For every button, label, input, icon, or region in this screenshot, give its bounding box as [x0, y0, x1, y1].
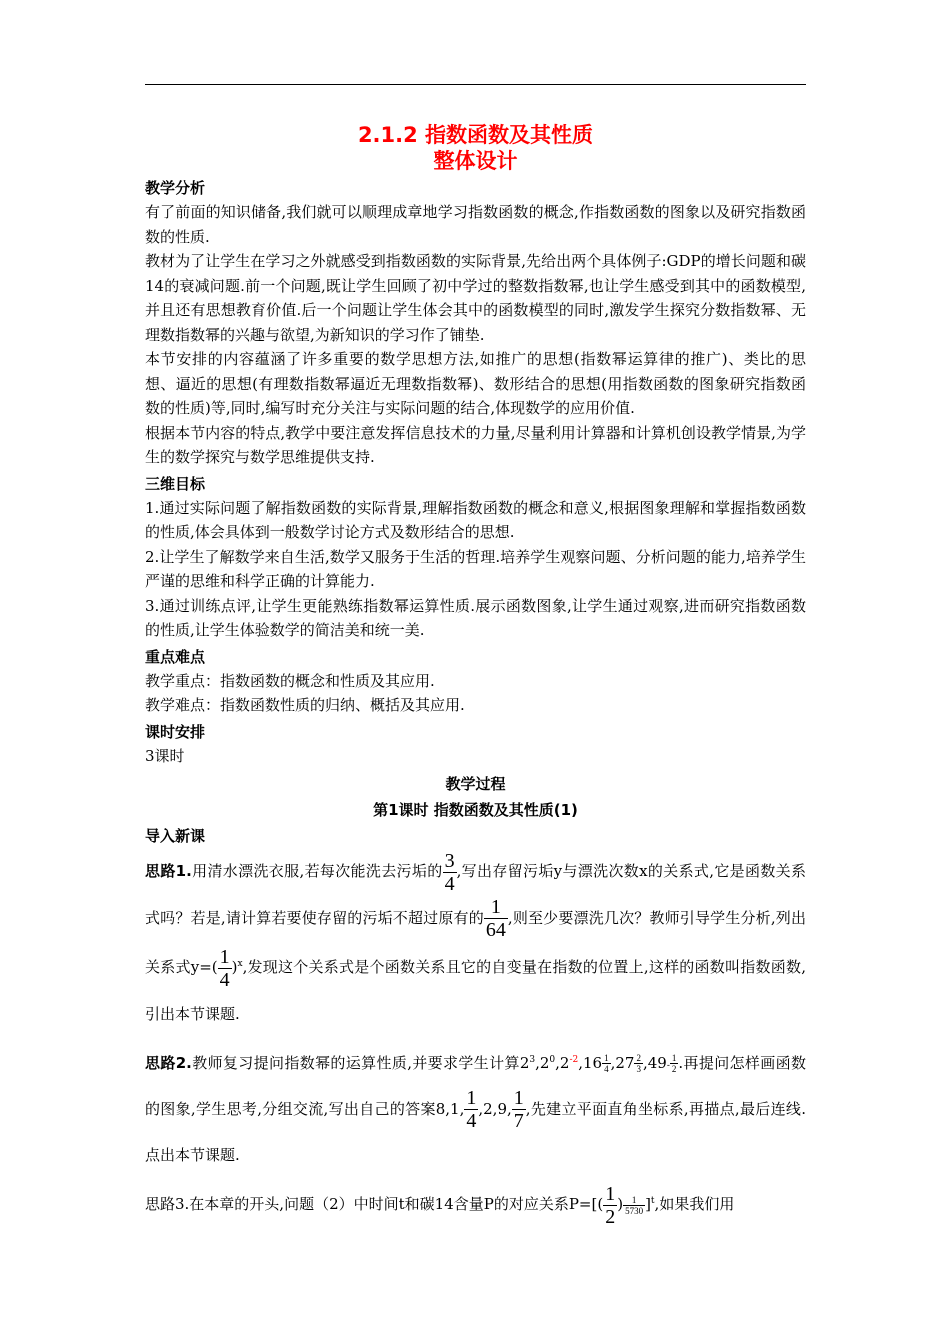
- denominator: 4: [444, 872, 455, 895]
- idea2-label: 思路2.: [145, 1053, 192, 1072]
- denominator: 5730: [625, 1205, 644, 1216]
- title-line-1: 2.1.2 指数函数及其性质: [357, 123, 594, 147]
- text-run: ): [231, 958, 238, 976]
- heading-keypoints: 重点难点: [145, 647, 206, 666]
- text-run: ,2: [535, 1053, 550, 1072]
- denominator: 4: [466, 1110, 477, 1132]
- paragraph: 根据本节内容的特点,教学中要注意发挥信息技术的力量,尽量利用计算器和计算机创设教学情景,为学生的数学探究与数学思维提供支持.: [145, 423, 806, 466]
- fraction-1-7: [512, 1087, 526, 1132]
- denominator: 2: [671, 1064, 677, 1074]
- text-run: ,则至少要漂洗几次？教师引导学生分析,列出关系式y=(: [145, 908, 806, 976]
- denominator: 64: [485, 919, 506, 941]
- fraction-exp-2-3: [634, 1053, 643, 1074]
- fraction-exp-1-5730: [623, 1195, 645, 1216]
- denominator: 7: [513, 1110, 524, 1132]
- text-run: ]: [645, 1195, 651, 1213]
- text-run: 教师复习提问指数幂的运算性质,并要求学生计算2: [191, 1053, 530, 1072]
- exponent-x: x: [237, 959, 243, 969]
- fraction-1-4: [218, 946, 232, 991]
- heading-analysis: 教学分析: [145, 179, 206, 197]
- denominator: 4: [219, 968, 230, 991]
- paragraph: 有了前面的知识储备,我们就可以顺理成章地学习指数函数的概念,作指数函数的图象以及研究指数函数的性质.: [145, 203, 806, 246]
- heading-process: 教学过程: [445, 775, 506, 793]
- text-run: ,如果我们用: [654, 1195, 735, 1213]
- title-line-2: 整体设计: [433, 149, 518, 173]
- text-run: 思路3.在本章的开头,问题（2）中时间t和碳14含量P的对应关系P=[(: [145, 1195, 604, 1213]
- text-run: ,27: [610, 1053, 635, 1072]
- exponent: 0: [549, 1054, 556, 1065]
- heading-schedule: 课时安排: [145, 722, 206, 741]
- paragraph: 教学难点：指数函数性质的归纳、概括及其应用.: [145, 696, 465, 714]
- text-run: ,写出存留污垢y与漂洗次数x的关系式,它是函数关系式吗？若是,请计算若要使存留的污垢不超过原有的: [145, 862, 806, 927]
- text-run: ,先建立平面直角坐标系,再描点,最后连线.点出本节课题.: [145, 1099, 806, 1164]
- paragraph: 教学重点：指数函数的概念和性质及其应用.: [145, 671, 435, 690]
- text-run: ,16: [578, 1053, 603, 1072]
- heading-intro: 导入新课: [145, 827, 206, 845]
- subheading-lesson1: 第1课时 指数函数及其性质(1): [373, 801, 578, 819]
- paragraph: 本节安排的内容蕴涵了许多重要的数学思想方法,如推广的思想(指数幂运算律的推广)、类比的思想、逼近的思想(有理数指数幂逼近无理数指数幂)、数形结合的思想(用指数函数的图象研究指数函数的性质)等,同时,编写时充分关注与实际问题的结合,体现数学的应用价值.: [145, 350, 806, 417]
- numerator: 1: [604, 1053, 609, 1063]
- text-run: ): [617, 1195, 624, 1213]
- paragraph-idea3: [145, 1178, 806, 1228]
- page-title: [145, 122, 806, 174]
- numerator: 1: [513, 1087, 524, 1109]
- paragraph-idea2: [145, 1037, 806, 1179]
- paragraph: 1.通过实际问题了解指数函数的实际背景,理解指数函数的概念和意义,根据图象理解和掌握指数函数的性质,体会具体到一般数学讨论方式及数形结合的思想.: [145, 498, 806, 541]
- numerator: 1: [219, 945, 230, 968]
- numerator: 1: [605, 1182, 616, 1205]
- denominator: 4: [604, 1064, 609, 1074]
- text-run: ,2,9,: [478, 1099, 512, 1118]
- paragraph: 2.让学生了解数学来自生活,数学又服务于生活的哲理.培养学生观察问题、分析问题的能力,培养学生严谨的思维和科学正确的计算能力.: [145, 547, 806, 590]
- numerator: 2: [636, 1053, 641, 1063]
- header-rule: [145, 84, 806, 85]
- minus-sign: -: [666, 1060, 670, 1071]
- paragraph: 教材为了让学生在学习之外就感受到指数函数的实际背景,先给出两个具体例子:GDP的增长问题和碳14的衰减问题.前一个问题,既让学生回顾了初中学过的整数指数幂,也让学生感受到其中的函数模型,并且还有思想教育价值.后一个问题让学生体会其中的函数模型的同时,激发学生探究分数指数幂、无理数指数幂的兴趣与欲望,为新知识的学习作了铺垫.: [145, 252, 806, 344]
- text-run: ,49: [642, 1053, 667, 1072]
- document-body: [145, 122, 806, 1228]
- fraction-exp-1-4: [602, 1053, 611, 1074]
- fraction-1-2: [603, 1183, 617, 1228]
- fraction-1-4: [464, 1087, 478, 1132]
- denominator: 3: [636, 1064, 641, 1074]
- text-run: ,2: [555, 1053, 570, 1072]
- fraction-3-4: [443, 850, 457, 895]
- text-run: ,发现这个关系式是个函数关系且它的自变量在指数的位置上,这样的函数叫指数函数,引出本节课题.: [145, 958, 806, 1023]
- paragraph-idea1: [145, 848, 806, 1037]
- idea1-label: 思路1.: [145, 862, 192, 880]
- exponent: -2: [569, 1054, 579, 1065]
- numerator: 1: [466, 1087, 477, 1109]
- exponent-t: t: [650, 1196, 655, 1206]
- numerator: 3: [444, 849, 455, 872]
- paragraph: 3.通过训练点评,让学生更能熟练指数幂运算性质.展示函数图象,让学生通过观察,进而研究指数函数的性质,让学生体验数学的简洁美和统一美.: [145, 596, 806, 639]
- numerator: 1: [623, 1195, 645, 1206]
- text-run: .再提问怎样画函数的图象,学生思考,分组交流,写出自己的答案8,1,: [145, 1053, 806, 1118]
- denominator: 2: [605, 1205, 616, 1228]
- exponent: 3: [529, 1054, 536, 1065]
- numerator: 1: [484, 896, 508, 919]
- fraction-1-64: [484, 896, 508, 941]
- heading-goals: 三维目标: [145, 474, 206, 493]
- paragraph: 3课时: [145, 746, 185, 765]
- numerator: 1: [671, 1053, 677, 1063]
- text-run: 用清水漂洗衣服,若每次能洗去污垢的: [191, 862, 443, 880]
